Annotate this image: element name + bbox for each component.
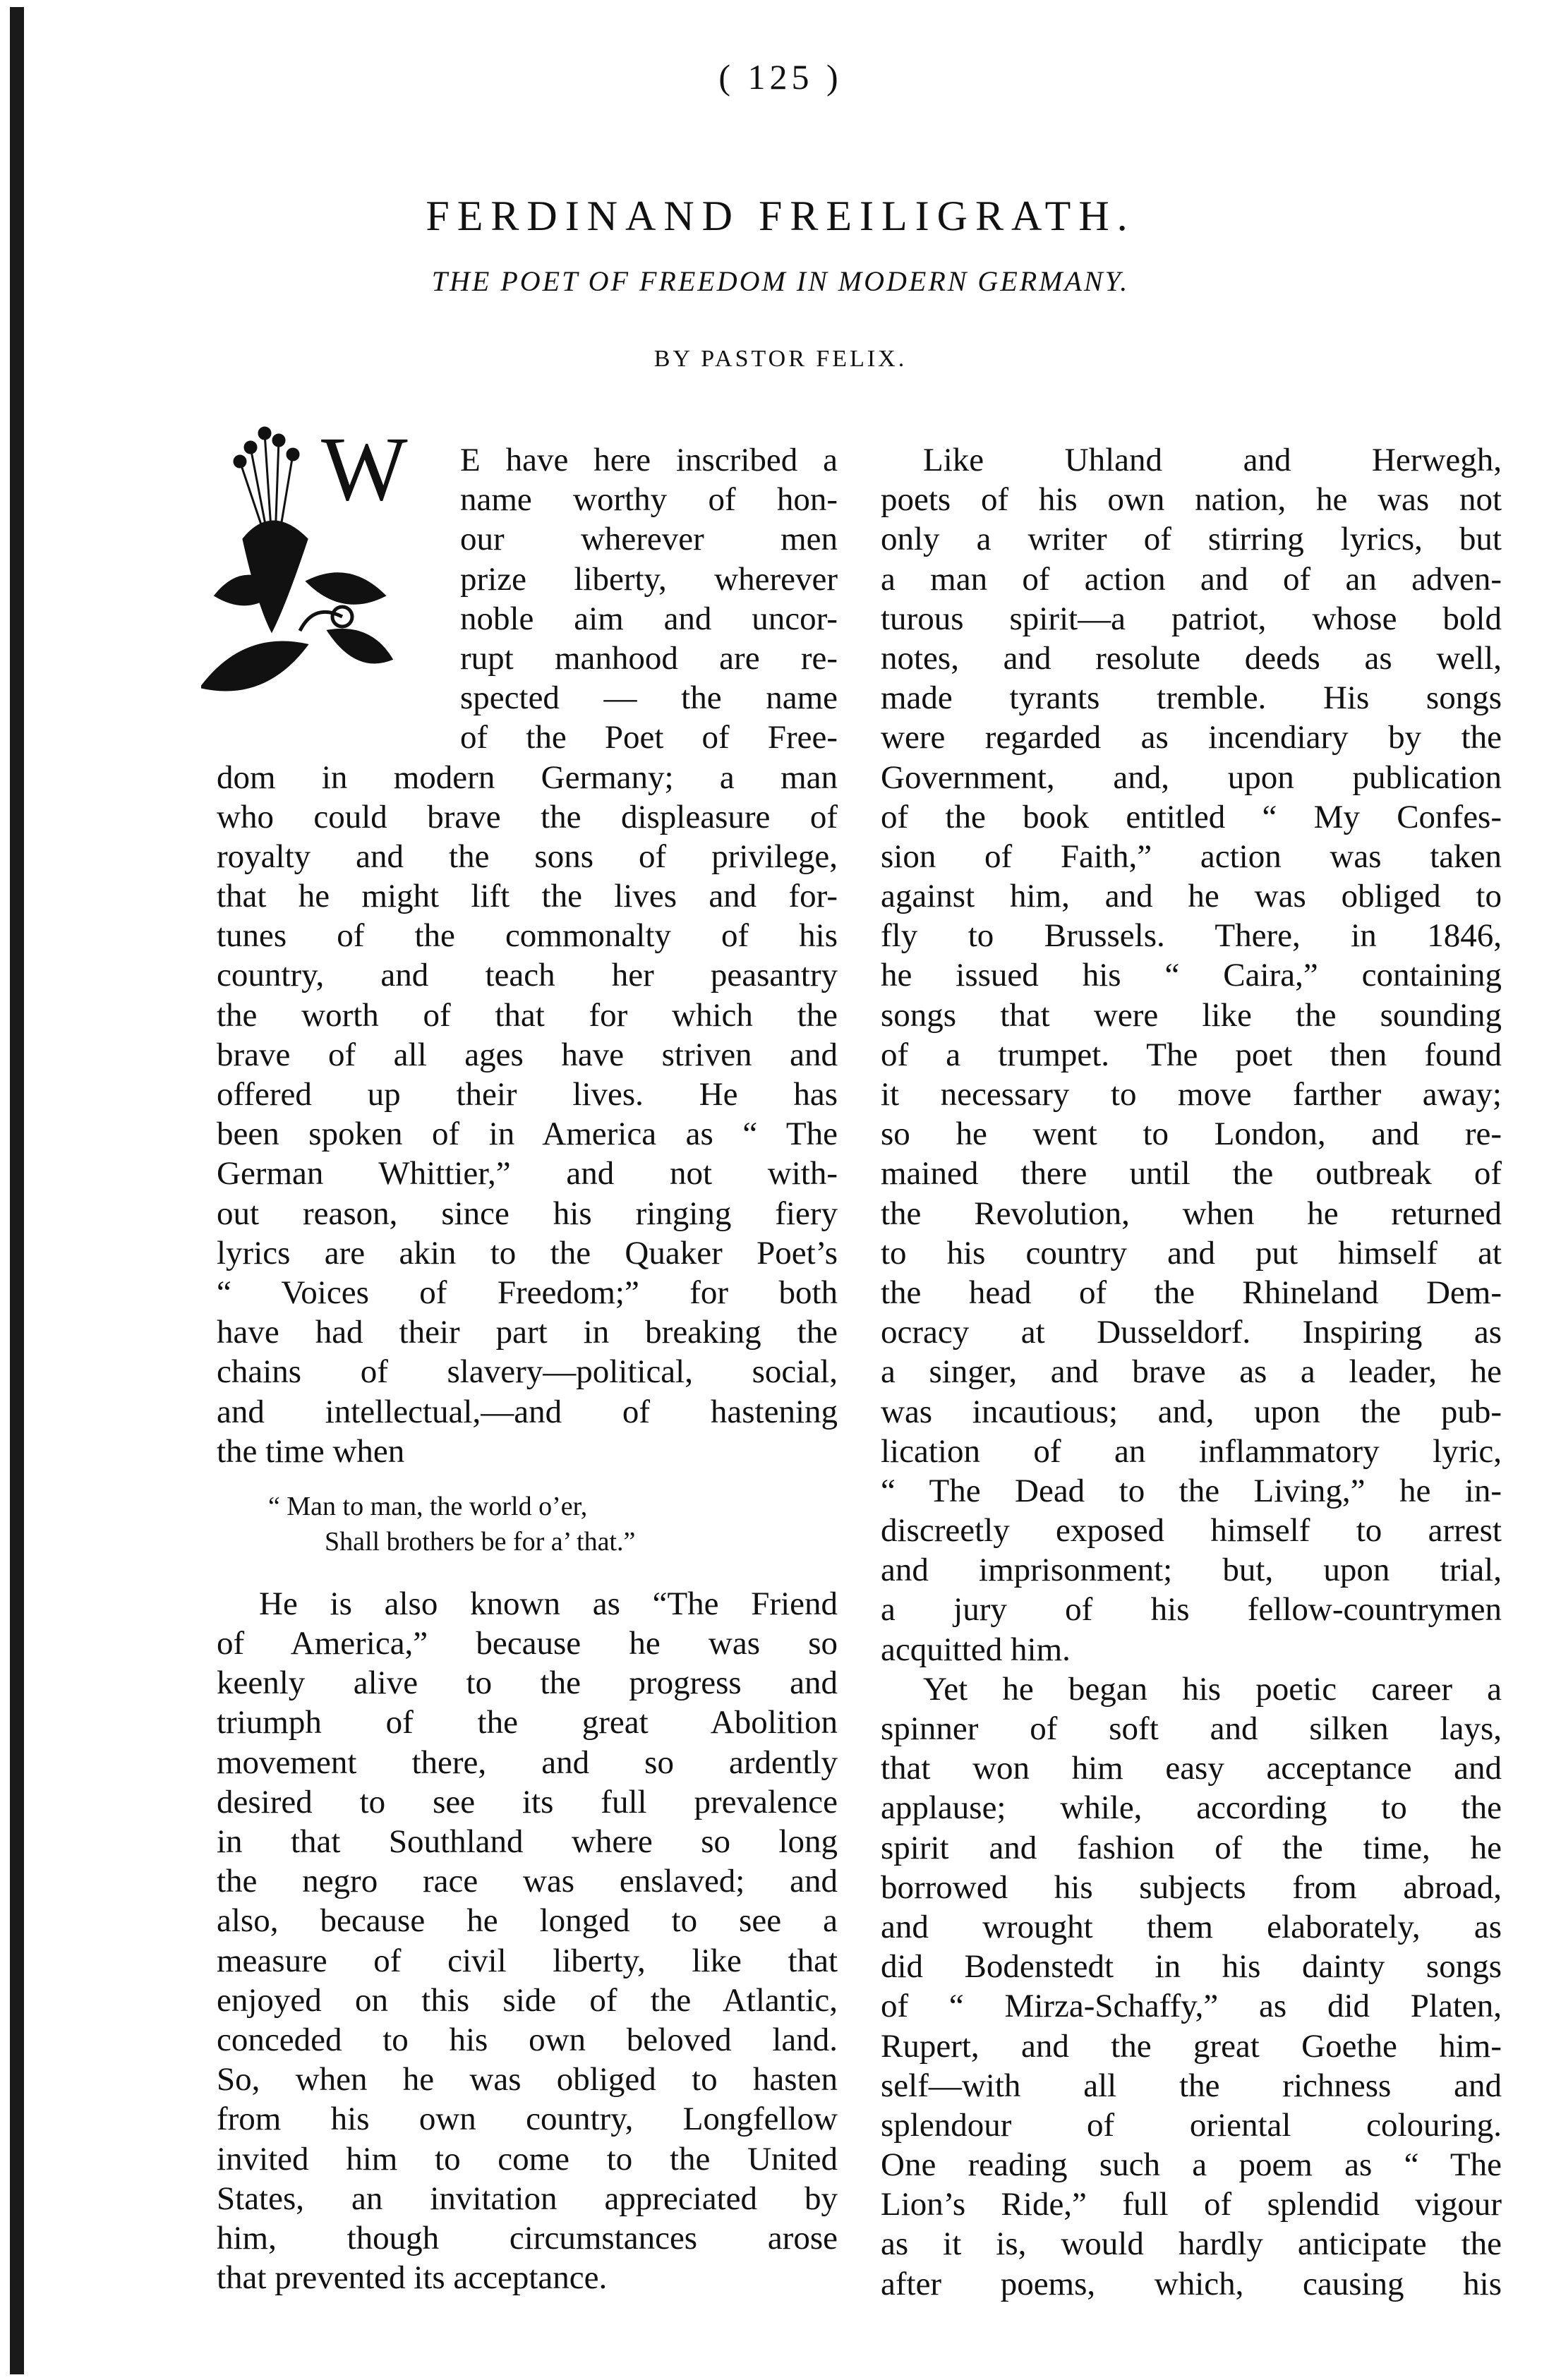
text-line: prize liberty, wherever: [460, 560, 838, 598]
text-line: and imprisonment; but, upon trial,: [881, 1552, 1502, 1589]
text-line: conceded to his own beloved land.: [217, 2021, 838, 2058]
text-line: notes, and resolute deeds as well,: [881, 639, 1502, 677]
text-line: States, an invitation appreciated by: [217, 2180, 838, 2217]
text-line: it necessary to move farther away;: [881, 1076, 1502, 1113]
text-line: noble aim and uncor-: [460, 600, 838, 637]
text-line: “ Voices of Freedom;” for both: [217, 1274, 838, 1311]
text-line: after poems, which, causing his: [881, 2265, 1502, 2302]
text-line: Rupert, and the great Goethe him-: [881, 2027, 1502, 2065]
byline: BY PASTOR FELIX.: [653, 346, 908, 372]
text-line: the Revolution, when he returned: [881, 1195, 1502, 1232]
text-line: from his own country, Longfellow: [217, 2101, 838, 2138]
text-line: of America,” because he was so: [217, 1625, 838, 1662]
text-line: So, when he was obliged to hasten: [217, 2061, 838, 2098]
text-line: country, and teach her peasantry: [217, 957, 838, 994]
text-line: Like Uhland and Herwegh,: [923, 442, 1502, 478]
text-line: been spoken of in America as “ The: [217, 1116, 838, 1153]
quote-line: “ Man to man, the world o’er,: [268, 1492, 588, 1521]
text-line: He is also known as “The Friend: [259, 1585, 838, 1622]
quote-line: Shall brothers be for a’ that.”: [325, 1527, 636, 1557]
text-line: a man of action and of an adven-: [881, 560, 1502, 598]
text-line: to his country and put himself at: [881, 1234, 1502, 1271]
text-line: fly to Brussels. There, in 1846,: [881, 917, 1502, 955]
text-line: mained there until the outbreak of: [881, 1155, 1502, 1192]
text-line: royalty and the sons of privilege,: [217, 838, 838, 875]
text-line: E have here inscribed a: [460, 442, 838, 478]
text-line: borrowed his subjects from abroad,: [881, 1868, 1502, 1906]
text-line: chains of slavery—political, social,: [217, 1353, 838, 1391]
text-line: was incautious; and, upon the pub-: [881, 1393, 1502, 1430]
text-line: our wherever men: [460, 521, 838, 558]
text-line: Government, and, upon publication: [881, 759, 1502, 796]
text-line: made tyrants tremble. His songs: [881, 679, 1502, 717]
article-title: FERDINAND FREILIGRATH.: [426, 193, 1135, 239]
text-line: of a trumpet. The poet then found: [881, 1036, 1502, 1073]
drop-cap-letter: W: [321, 418, 408, 520]
text-line: a singer, and brave as a leader, he: [881, 1353, 1502, 1391]
text-line: splendour of oriental colouring.: [881, 2106, 1502, 2144]
text-line: the time when: [217, 1432, 405, 1470]
text-line: of “ Mirza-Schaffy,” as did Platen,: [881, 1988, 1502, 2025]
text-line: only a writer of stirring lyrics, but: [881, 521, 1502, 558]
text-line: spected — the name: [460, 679, 838, 717]
text-line: rupt manhood are re-: [460, 639, 838, 677]
text-line: that prevented its acceptance.: [217, 2259, 608, 2297]
text-line: and intellectual,—and of hastening: [217, 1393, 838, 1430]
text-line: invited him to come to the United: [217, 2140, 838, 2177]
text-line: keenly alive to the progress and: [217, 1665, 838, 1702]
text-line: dom in modern Germany; a man: [217, 759, 838, 796]
text-line: of the Poet of Free-: [460, 719, 838, 756]
text-line: so he went to London, and re-: [881, 1116, 1502, 1153]
text-line: offered up their lives. He has: [217, 1076, 838, 1113]
text-line: did Bodenstedt in his dainty songs: [881, 1948, 1502, 1986]
text-line: songs that were like the sounding: [881, 996, 1502, 1034]
right-column: [881, 440, 1502, 2304]
text-line: him, though circumstances arose: [217, 2219, 838, 2257]
text-line: Yet he began his poetic career a: [923, 1670, 1502, 1708]
text-line: in that Southland where so long: [217, 1823, 838, 1860]
text-line: triumph of the great Abolition: [217, 1704, 838, 1741]
text-line: were regarded as incendiary by the: [881, 719, 1502, 756]
text-line: the head of the Rhineland Dem-: [881, 1274, 1502, 1311]
text-line: movement there, and so ardently: [217, 1744, 838, 1781]
text-line: “ The Dead to the Living,” he in-: [881, 1472, 1502, 1509]
text-line: applause; while, according to the: [881, 1789, 1502, 1827]
text-line: One reading such a poem as “ The: [881, 2146, 1502, 2184]
text-line: of the book entitled “ My Confes-: [881, 798, 1502, 835]
text-line: the negro race was enslaved; and: [217, 1863, 838, 1900]
text-line: poets of his own nation, he was not: [881, 481, 1502, 519]
text-line: desired to see its full prevalence: [217, 1783, 838, 1820]
text-line: German Whittier,” and not with-: [217, 1155, 838, 1192]
text-line: enjoyed on this side of the Atlantic,: [217, 1981, 838, 2019]
text-line: out reason, since his ringing fiery: [217, 1195, 838, 1232]
text-line: lication of an inflammatory lyric,: [881, 1432, 1502, 1470]
verse-quotation: [268, 1489, 635, 1559]
text-line: the worth of that for which the: [217, 996, 838, 1034]
text-line: Lion’s Ride,” full of splendid vigour: [881, 2186, 1502, 2223]
left-column: [217, 440, 838, 2297]
text-line: that won him easy acceptance and: [881, 1750, 1502, 1787]
text-line: have had their part in breaking the: [217, 1314, 838, 1351]
text-line: acquitted him.: [881, 1631, 1071, 1668]
text-line: tunes of the commonalty of his: [217, 917, 838, 955]
text-line: spirit and fashion of the time, he: [881, 1829, 1502, 1866]
text-line: lyrics are akin to the Quaker Poet’s: [217, 1234, 838, 1271]
text-line: he issued his “ Caira,” containing: [881, 957, 1502, 994]
text-line: who could brave the displeasure of: [217, 798, 838, 835]
text-line: as it is, would hardly anticipate the: [881, 2225, 1502, 2263]
page-number: ( 125 ): [718, 57, 843, 97]
text-line: sion of Faith,” action was taken: [881, 838, 1502, 875]
text-line: turous spirit—a patriot, whose bold: [881, 600, 1502, 637]
article-subtitle: THE POET OF FREEDOM IN MODERN GERMANY.: [431, 265, 1130, 297]
text-line: also, because he longed to see a: [217, 1902, 838, 1940]
text-line: that he might lift the lives and for-: [217, 878, 838, 915]
text-line: against him, and he was obliged to: [881, 878, 1502, 915]
text-line: measure of civil liberty, like that: [217, 1942, 838, 1979]
text-line: a jury of his fellow-countrymen: [881, 1591, 1502, 1629]
text-line: ocracy at Dusseldorf. Inspiring as: [881, 1314, 1502, 1351]
text-line: name worthy of hon-: [460, 481, 838, 519]
text-line: self—with all the richness and: [881, 2067, 1502, 2104]
text-line: and wrought them elaborately, as: [881, 1908, 1502, 1945]
text-line: spinner of soft and silken lays,: [881, 1710, 1502, 1747]
text-line: brave of all ages have striven and: [217, 1036, 838, 1073]
text-line: discreetly exposed himself to arrest: [881, 1512, 1502, 1550]
